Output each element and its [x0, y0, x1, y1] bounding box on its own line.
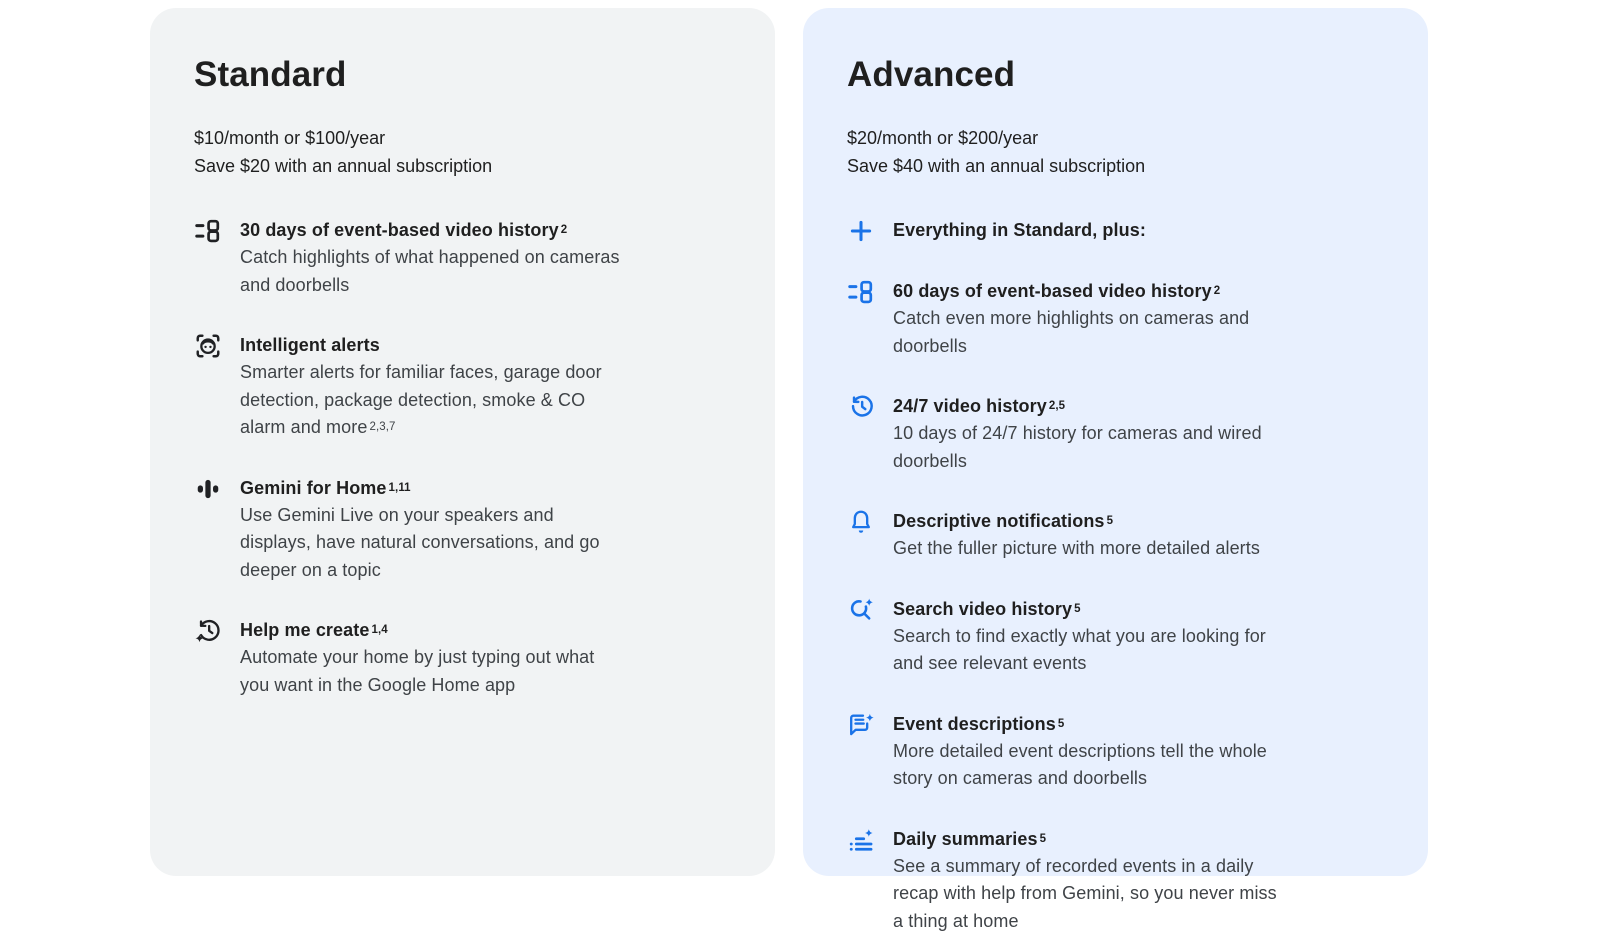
feature-descriptive-notifications [847, 508, 1384, 563]
feature-description [893, 623, 1277, 678]
feature-description-text: Use Gemini Live on your speakers and displays, have natural conversations, and go deeper on a topic [240, 505, 600, 580]
feature-everything-in-standard [847, 217, 1384, 245]
feature-title-superscript: 1,4 [371, 624, 387, 636]
feature-title-superscript: 2,5 [1049, 400, 1065, 412]
feature-title-text: Gemini for Home [240, 478, 387, 498]
feature-description-text: Get the fuller picture with more detailed alerts [893, 538, 1260, 558]
feature-247-video-history [847, 393, 1384, 475]
advanced-plan-title: Advanced [847, 54, 1384, 96]
feature-title [893, 508, 1260, 535]
search-sparkle-icon [847, 596, 875, 624]
feature-title-text: Event descriptions [893, 714, 1056, 734]
feature-description [893, 535, 1260, 563]
feature-title-text: Help me create [240, 620, 369, 640]
standard-save-line: Save $20 with an annual subscription [194, 153, 731, 181]
feature-description [240, 244, 624, 299]
feature-title [893, 596, 1277, 623]
feature-title-text: 30 days of event-based video history [240, 220, 559, 240]
feature-description-text: Catch highlights of what happened on cameras and doorbells [240, 247, 620, 295]
feature-title-superscript: 5 [1074, 603, 1081, 615]
feature-text [893, 596, 1277, 678]
feature-event-descriptions [847, 711, 1384, 793]
feature-text [893, 393, 1277, 475]
feature-text [240, 617, 624, 699]
feature-text [893, 826, 1277, 935]
feature-help-me-create [194, 617, 731, 699]
feature-text [240, 332, 624, 442]
standard-plan-title: Standard [194, 54, 731, 96]
feature-title-superscript: 5 [1107, 515, 1114, 527]
advanced-price-line: $20/month or $200/year [847, 125, 1384, 153]
feature-description-text: Automate your home by just typing out what you want in the Google Home app [240, 647, 594, 695]
feature-text [893, 711, 1277, 793]
advanced-plan-card [803, 8, 1428, 876]
advanced-feature-list [847, 217, 1384, 935]
feature-description [893, 305, 1277, 360]
feature-description [893, 420, 1277, 475]
clock-sparkle-icon [194, 617, 222, 645]
feature-title [893, 217, 1146, 244]
chat-lines-sparkle-icon [847, 711, 875, 739]
feature-title [240, 332, 624, 359]
event-video-history-icon [194, 217, 222, 245]
standard-feature-list [194, 217, 731, 699]
event-video-history-icon [847, 278, 875, 306]
feature-search-video-history [847, 596, 1384, 678]
feature-event-video-history [194, 217, 731, 299]
feature-description [893, 853, 1277, 935]
feature-title [240, 217, 624, 244]
feature-title-text: Everything in Standard, plus: [893, 220, 1146, 240]
feature-title-superscript: 5 [1040, 833, 1047, 845]
feature-description-text: See a summary of recorded events in a daily recap with help from Gemini, so you never miss a thing at home [893, 856, 1277, 931]
feature-title-text: Daily summaries [893, 829, 1038, 849]
feature-title [240, 617, 624, 644]
feature-title-text: Descriptive notifications [893, 511, 1105, 531]
feature-title [893, 278, 1277, 305]
feature-title-superscript: 5 [1058, 718, 1065, 730]
feature-text [893, 217, 1146, 244]
feature-description-text: Search to find exactly what you are looking for and see relevant events [893, 626, 1266, 674]
feature-title-superscript: 1,11 [389, 482, 411, 494]
list-sparkle-icon [847, 826, 875, 854]
standard-price-line: $10/month or $100/year [194, 125, 731, 153]
standard-price-block [194, 125, 731, 180]
face-detection-icon [194, 332, 222, 360]
feature-title-superscript: 2 [1214, 285, 1221, 297]
feature-description [893, 738, 1277, 793]
feature-title [893, 393, 1277, 420]
feature-title-text: Intelligent alerts [240, 335, 380, 355]
advanced-save-line: Save $40 with an annual subscription [847, 153, 1384, 181]
feature-gemini-for-home [194, 475, 731, 585]
feature-description-text: Smarter alerts for familiar faces, garage door detection, package detection, smoke & CO alarm and more [240, 362, 602, 437]
feature-title [240, 475, 624, 502]
plus-icon [847, 217, 875, 245]
feature-description-superscript: 2,3,7 [369, 421, 395, 433]
feature-description [240, 644, 624, 699]
history-clock-icon [847, 393, 875, 421]
feature-title [893, 826, 1277, 853]
feature-description-text: More detailed event descriptions tell the whole story on cameras and doorbells [893, 741, 1267, 789]
feature-title [893, 711, 1277, 738]
feature-title-text: 24/7 video history [893, 396, 1047, 416]
advanced-price-block [847, 125, 1384, 180]
feature-text [893, 278, 1277, 360]
feature-text [240, 217, 624, 299]
feature-description-text: 10 days of 24/7 history for cameras and wired doorbells [893, 423, 1262, 471]
feature-description-text: Catch even more highlights on cameras and doorbells [893, 308, 1249, 356]
standard-plan-card [150, 8, 775, 876]
feature-title-superscript: 2 [561, 224, 568, 236]
feature-event-video-history [847, 278, 1384, 360]
bell-icon [847, 508, 875, 536]
feature-title-text: Search video history [893, 599, 1072, 619]
feature-description [240, 502, 624, 585]
feature-intelligent-alerts [194, 332, 731, 442]
feature-title-text: 60 days of event-based video history [893, 281, 1212, 301]
feature-daily-summaries [847, 826, 1384, 935]
voice-waveform-icon [194, 475, 222, 503]
feature-description [240, 359, 624, 442]
feature-text [240, 475, 624, 585]
feature-text [893, 508, 1260, 563]
